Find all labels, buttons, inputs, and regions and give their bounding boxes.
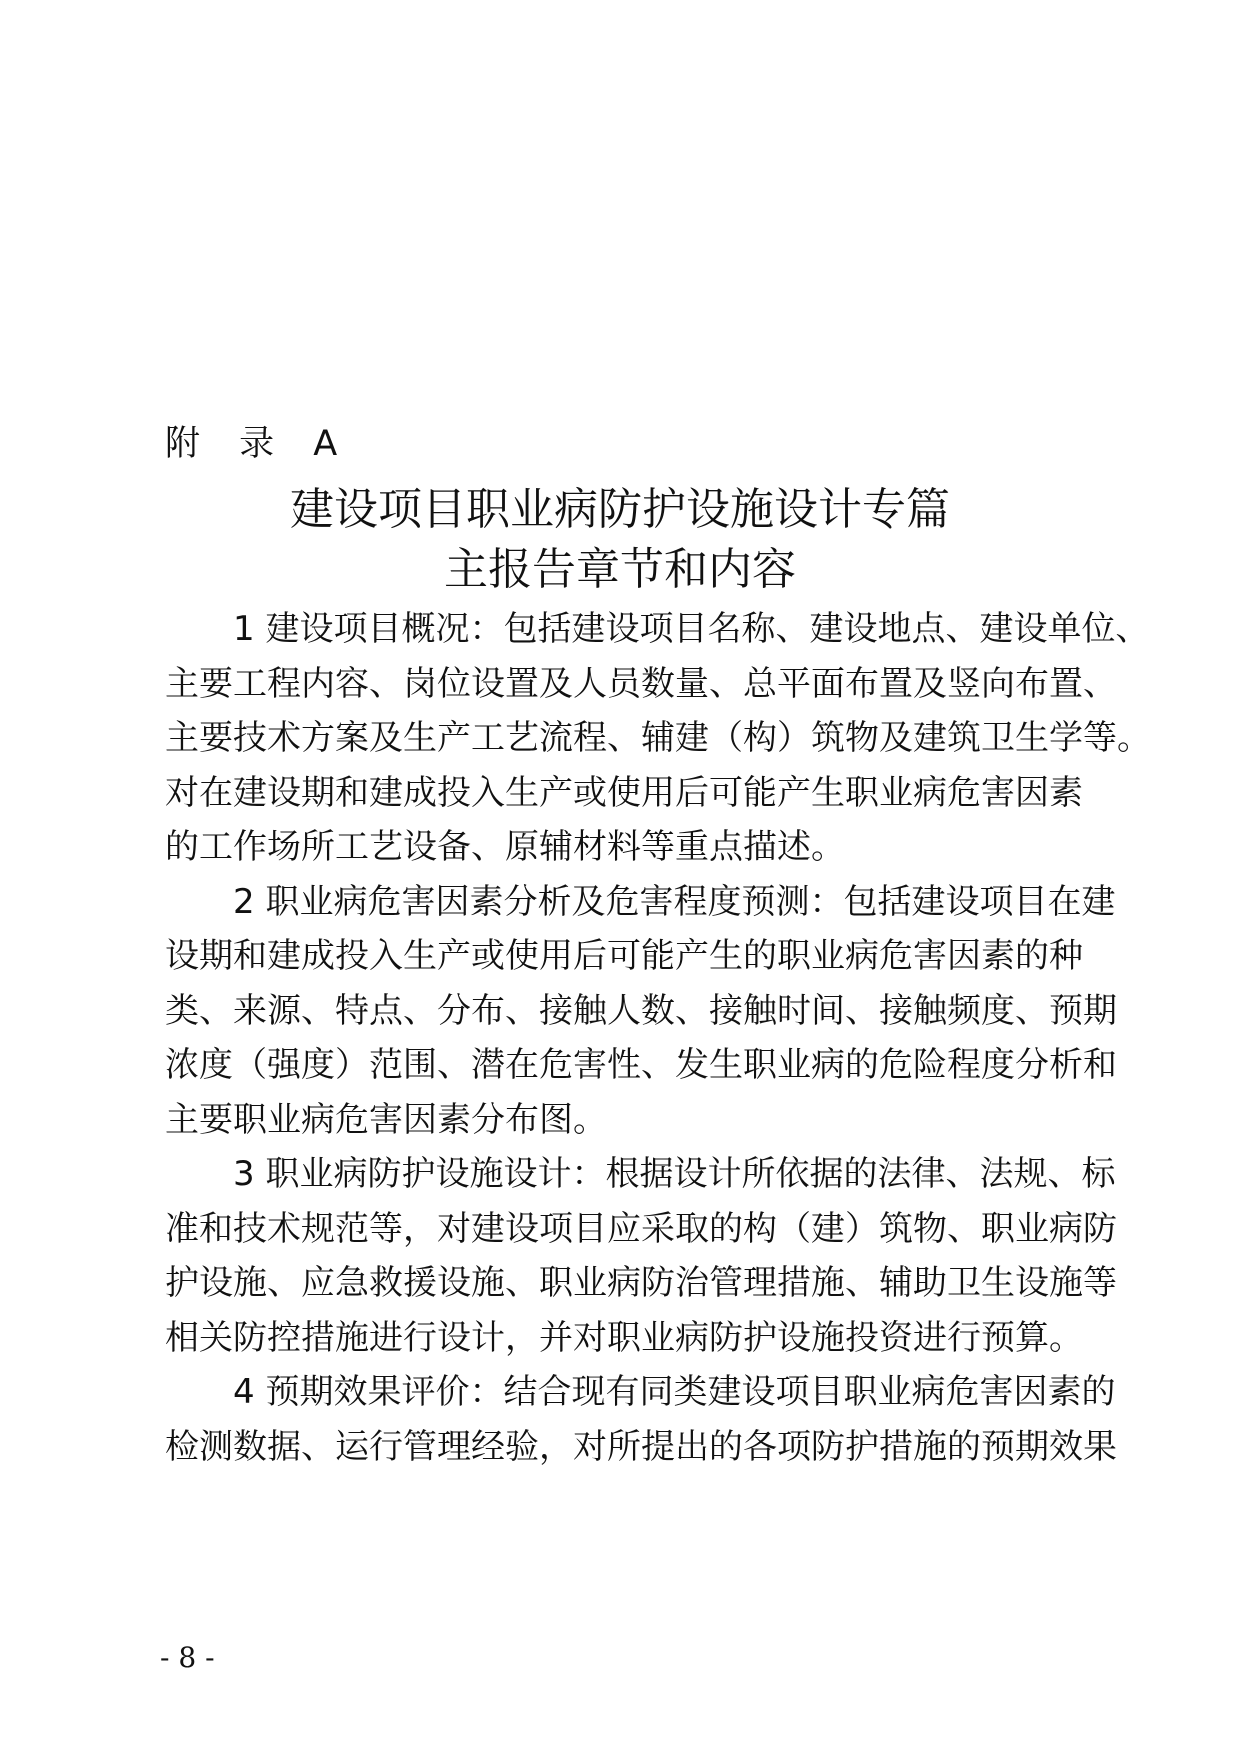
- title-line-2: 主报告章节和内容: [444, 544, 796, 595]
- text-line: 设期和建成投入生产或使用后可能产生的职业病危害因素的种: [165, 936, 1083, 976]
- text-line: 浓度（强度）范围、潜在危害性、发生职业病的危险程度分析和: [165, 1045, 1117, 1085]
- text-line: 检测数据、运行管理经验，对所提出的各项防护措施的预期效果: [165, 1426, 1117, 1467]
- title-line-1: 建设项目职业病防护设施设计专篇: [290, 484, 950, 535]
- text-line: 护设施、应急救援设施、职业病防治管理措施、辅助卫生设施等: [165, 1263, 1117, 1303]
- appendix-label: 附 录 A: [165, 424, 352, 464]
- text-line: 2 职业病危害因素分析及危害程度预测：包括建设项目在建: [165, 881, 1116, 922]
- text-line: 准和技术规范等，对建设项目应采取的构（建）筑物、职业病防: [165, 1208, 1117, 1249]
- page-number: - 8 -: [160, 1641, 215, 1674]
- section-2-paragraph: [165, 875, 1117, 1148]
- text-line: 主要工程内容、岗位设置及人员数量、总平面布置及竖向布置、: [165, 663, 1117, 704]
- section-1-paragraph: [165, 602, 1151, 875]
- text-line: 主要职业病危害因素分布图。: [165, 1099, 607, 1140]
- text-line: 1 建设项目概况：包括建设项目名称、建设地点、建设单位、: [165, 609, 1150, 649]
- text-line: 类、来源、特点、分布、接触人数、接触时间、接触频度、预期: [165, 990, 1117, 1031]
- text-line: 4 预期效果评价：结合现有同类建设项目职业病危害因素的: [165, 1372, 1116, 1412]
- section-3-paragraph: [165, 1147, 1117, 1365]
- text-line: 3 职业病防护设施设计：根据设计所依据的法律、法规、标: [165, 1154, 1116, 1194]
- text-line: 相关防控措施进行设计，并对职业病防护设施投资进行预算。: [165, 1317, 1083, 1358]
- body-text: [165, 602, 1151, 1474]
- text-line: 主要技术方案及生产工艺流程、辅建（构）筑物及建筑卫生学等。: [165, 718, 1151, 758]
- section-4-paragraph: [165, 1365, 1117, 1474]
- text-line: 对在建设期和建成投入生产或使用后可能产生职业病危害因素: [165, 772, 1083, 813]
- document-title: [160, 480, 1080, 600]
- text-line: 的工作场所工艺设备、原辅材料等重点描述。: [165, 827, 845, 867]
